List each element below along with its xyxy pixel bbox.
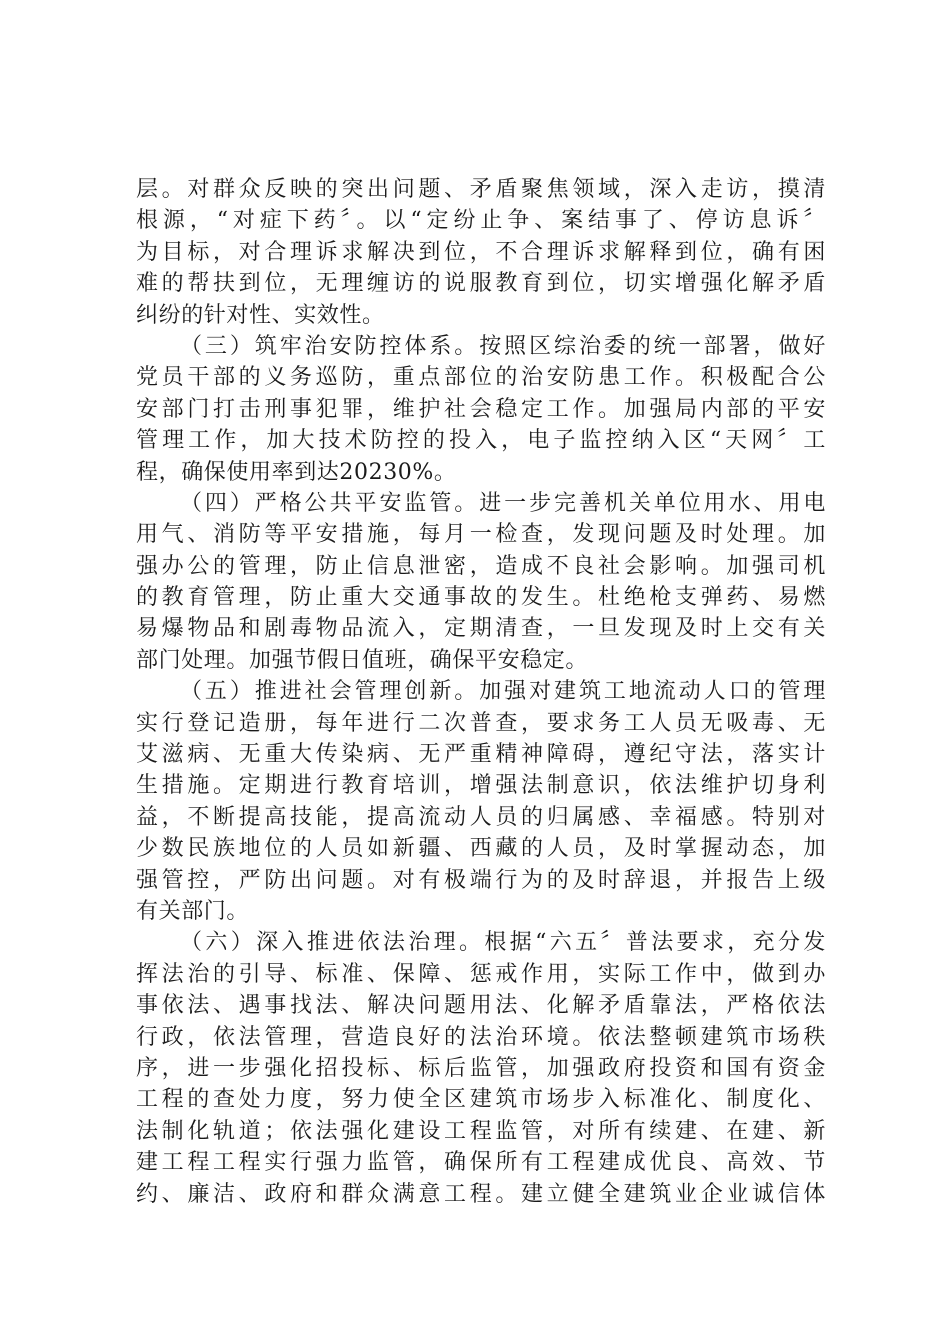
text-line: 管理工作，加大技术防控的投入，电子监控纳入区“天网〞工 xyxy=(136,428,826,454)
text-line: 艾滋病、无重大传染病、无严重精神障碍，遵纪守法，落实计 xyxy=(136,742,826,768)
paragraph-first-line: （五）推进社会管理创新。加强对建筑工地流动人口的管理 xyxy=(180,679,826,705)
text-line: 层。对群众反映的突出问题、矛盾聚焦领域，深入走访，摸清 xyxy=(136,177,826,202)
text-line: 有关部门。 xyxy=(136,898,250,924)
body-text xyxy=(136,174,826,1210)
text-line: 序，进一步强化招投标、标后监管，加强政府投资和国有资金 xyxy=(136,1055,826,1081)
text-line: 少数民族地位的人员如新疆、西藏的人员，及时掌握动态，加 xyxy=(136,836,826,862)
text-line: 程，确保使用率到达20230%。 xyxy=(136,459,457,485)
text-line: 的教育管理，防止重大交通事故的发生。杜绝枪支弹药、易燃 xyxy=(136,585,826,611)
text-line: 建工程工程实行强力监管，确保所有工程建成优良、高效、节 xyxy=(136,1150,826,1176)
text-line: 法制化轨道；依法强化建设工程监管，对所有续建、在建、新 xyxy=(136,1118,826,1144)
text-line: 挥法治的引导、标准、保障、惩戒作用，实际工作中，做到办 xyxy=(136,961,826,987)
text-line: 党员干部的义务巡防，重点部位的治安防患工作。积极配合公 xyxy=(136,365,826,391)
paragraph-first-line: （四）严格公共平安监管。进一步完善机关单位用水、用电 xyxy=(180,490,826,516)
text-line: 用气、消防等平安措施，每月一检查，发现问题及时处理。加 xyxy=(136,522,826,548)
text-line: 工程的查处力度，努力使全区建筑市场步入标准化、制度化、 xyxy=(136,1087,826,1113)
text-line: 纠纷的针对性、实效性。 xyxy=(136,302,385,328)
text-line: 为目标，对合理诉求解决到位，不合理诉求解释到位，确有困 xyxy=(136,239,826,265)
text-line: 行政，依法管理，营造良好的法治环境。依法整顿建筑市场秩 xyxy=(136,1024,826,1050)
text-line: 约、廉洁、政府和群众满意工程。建立健全建筑业企业诚信体 xyxy=(136,1181,826,1207)
text-line: 难的帮扶到位，无理缠访的说服教育到位，切实增强化解矛盾 xyxy=(136,271,826,297)
text-line: 实行登记造册，每年进行二次普查，要求务工人员无吸毒、无 xyxy=(136,710,826,736)
text-line: 安部门打击刑事犯罪，维护社会稳定工作。加强局内部的平安 xyxy=(136,396,826,422)
text-line: 生措施。定期进行教育培训，增强法制意识，依法维护切身利 xyxy=(136,773,826,799)
text-line: 事依法、遇事找法、解决问题用法、化解矛盾靠法，严格依法 xyxy=(136,993,826,1019)
paragraph-first-line: （三）筑牢治安防控体系。按照区综治委的统一部署，做好 xyxy=(180,333,826,359)
text-line: 益，不断提高技能，提高流动人员的归属感、幸福感。特别对 xyxy=(136,804,826,830)
text-line: 强办公的管理，防止信息泄密，造成不良社会影响。加强司机 xyxy=(136,553,826,579)
paragraph-first-line: （六）深入推进依法治理。根据“六五〞普法要求，充分发 xyxy=(180,930,826,956)
text-line: 部门处理。加强节假日值班，确保平安稳定。 xyxy=(136,647,589,673)
text-line: 易爆物品和剧毒物品流入，定期清查，一旦发现及时上交有关 xyxy=(136,616,826,642)
text-line: 强管控，严防出问题。对有极端行为的及时辞退，并报告上级 xyxy=(136,867,826,893)
text-line: 根源，“对症下药〞。以“定纷止争、案结事了、停访息诉〞 xyxy=(136,208,826,234)
